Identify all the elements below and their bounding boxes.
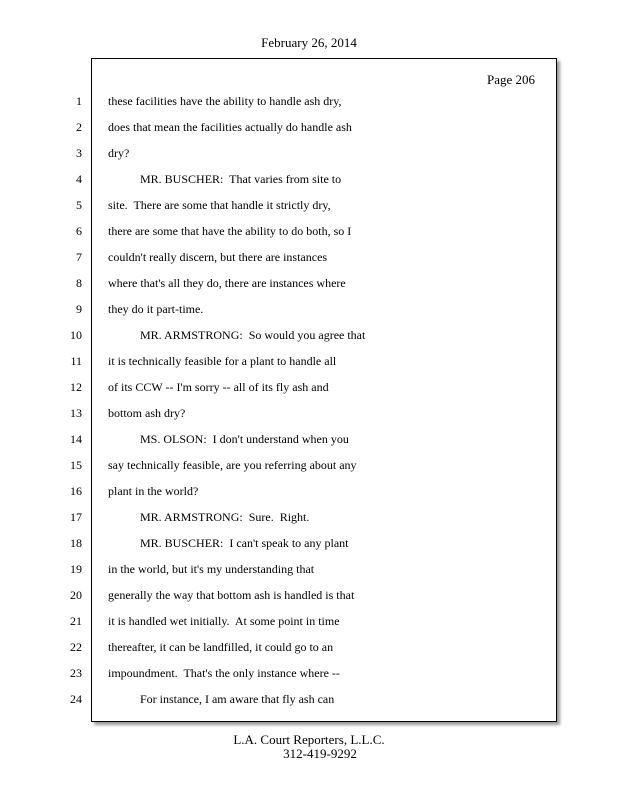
line-text: impoundment. That's the only instance where --: [108, 666, 340, 680]
line-text: plant in the world?: [108, 484, 199, 498]
line-number: 19: [70, 562, 82, 576]
footer-company: L.A. Court Reporters, L.L.C.: [233, 732, 385, 747]
header-date: February 26, 2014: [261, 35, 357, 50]
line-text: For instance, I am aware that fly ash can: [140, 692, 335, 706]
line-text: MR. BUSCHER: I can't speak to any plant: [140, 536, 349, 550]
line-text: in the world, but it's my understanding that: [108, 562, 315, 576]
line-text: MR. ARMSTRONG: So would you agree that: [140, 328, 366, 342]
page-number: Page 206: [486, 72, 535, 87]
line-text: does that mean the facilities actually do handle ash: [108, 120, 352, 134]
line-text: MR. ARMSTRONG: Sure. Right.: [140, 510, 310, 524]
line-number: 3: [76, 146, 82, 160]
line-number: 1: [76, 94, 82, 108]
line-text: of its CCW -- I'm sorry -- all of its fly ash and: [108, 380, 329, 394]
line-number: 7: [76, 250, 82, 264]
line-text: bottom ash dry?: [108, 406, 186, 420]
line-text: couldn't really discern, but there are instances: [108, 250, 328, 264]
line-text: it is handled wet initially. At some point in time: [108, 614, 340, 628]
line-number: 17: [70, 510, 82, 524]
line-number: 4: [76, 172, 82, 186]
line-text: dry?: [108, 146, 130, 160]
line-number: 15: [70, 458, 82, 472]
line-text: say technically feasible, are you referring about any: [108, 458, 357, 472]
line-text: there are some that have the ability to do both, so I: [108, 224, 352, 238]
line-number: 14: [70, 432, 82, 446]
line-text: these facilities have the ability to handle ash dry,: [108, 94, 342, 108]
line-number: 5: [76, 198, 82, 212]
line-number: 23: [70, 666, 82, 680]
line-number: 2: [76, 120, 82, 134]
line-number: 8: [76, 276, 82, 290]
line-number: 22: [70, 640, 82, 654]
line-number: 9: [76, 302, 82, 316]
line-text: it is technically feasible for a plant to handle all: [108, 354, 337, 368]
line-text: MR. BUSCHER: That varies from site to: [140, 172, 342, 186]
line-text: generally the way that bottom ash is handled is that: [108, 588, 355, 602]
line-number: 11: [70, 354, 82, 368]
line-text: they do it part-time.: [108, 302, 204, 316]
line-number: 24: [70, 692, 82, 706]
line-number: 18: [70, 536, 82, 550]
line-text: site. There are some that handle it strictly dry,: [108, 198, 331, 212]
line-text: MS. OLSON: I don't understand when you: [140, 432, 349, 446]
line-number: 20: [70, 588, 82, 602]
line-number: 10: [70, 328, 82, 342]
line-text: thereafter, it can be landfilled, it could go to an: [108, 640, 334, 654]
line-number: 21: [70, 614, 82, 628]
line-number: 16: [70, 484, 82, 498]
line-text: where that's all they do, there are instances where: [108, 276, 346, 290]
line-number: 13: [70, 406, 82, 420]
line-number: 6: [76, 224, 82, 238]
line-number: 12: [70, 380, 82, 394]
footer-phone: 312-419-9292: [283, 746, 357, 761]
